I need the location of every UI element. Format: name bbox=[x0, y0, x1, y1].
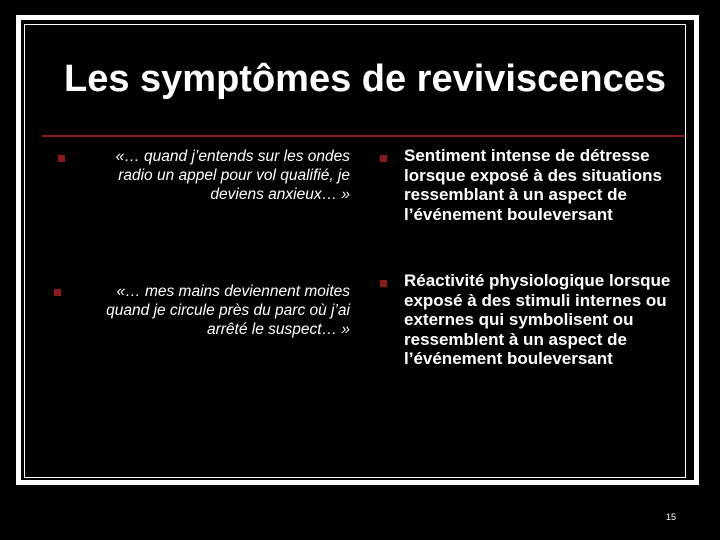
slide-title: Les symptômes de reviviscences bbox=[63, 58, 666, 100]
page-number: 15 bbox=[666, 512, 677, 522]
bullet-icon bbox=[58, 155, 65, 162]
bullet-icon bbox=[54, 289, 61, 296]
bullet-icon bbox=[380, 155, 387, 162]
title-divider bbox=[42, 135, 685, 137]
point-1: Sentiment intense de détresse lorsque exposé à des situations ressemblant à un aspect de l’événement bouleversant bbox=[404, 146, 662, 224]
bullet-icon bbox=[380, 280, 387, 287]
quote-2: «… mes mains deviennent moites quand je circule près du parc où j’ai arrêté le suspect… » bbox=[106, 283, 350, 338]
point-2: Réactivité physiologique lorsque exposé à des stimuli internes ou externes qui symbolisent ou ressemblent à un aspect de l’événement bouleversant bbox=[404, 271, 671, 368]
quote-1: «… quand j’entends sur les ondes radio un appel pour vol qualifié, je deviens anxieux… » bbox=[115, 148, 350, 203]
